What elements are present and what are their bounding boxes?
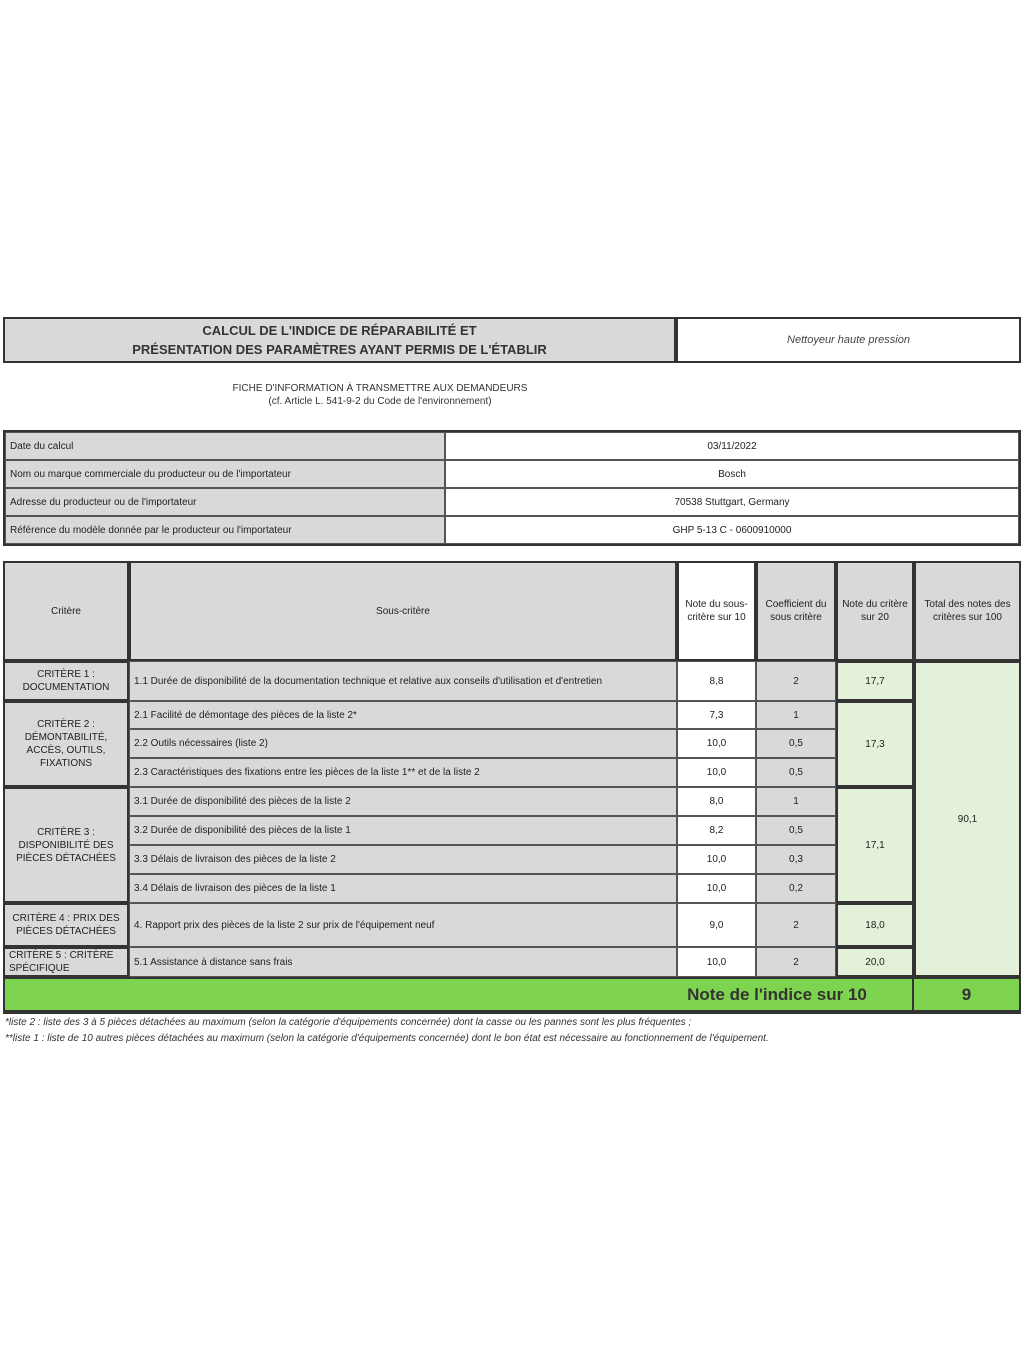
subcriterion-4: 4. Rapport prix des pièces de la liste 2 sur prix de l'équipement neuf	[129, 903, 677, 947]
criterion-1-score: 17,7	[836, 661, 914, 701]
document-title	[3, 317, 676, 363]
criterion-3: CRITÈRE 3 : DISPONIBILITÉ DES PIÈCES DÉTACHÉES	[3, 787, 129, 903]
total-score-100	[914, 661, 1021, 977]
subtitle-line-2: (cf. Article L. 541-9-2 du Code de l'environnement)	[268, 396, 492, 407]
subcriterion-3-1: 3.1 Durée de disponibilité des pièces de la liste 2	[129, 787, 677, 816]
info-value-reference: GHP 5-13 C - 0600910000	[445, 516, 1019, 544]
footnote-list-1: **liste 1 : liste de 10 autres pièces détachées au maximum (selon la catégorie d'équipements concernée) dont le bon état est nécessaire au fonctionnement de l'équipement.	[5, 1033, 769, 1044]
note-4: 9,0	[677, 903, 756, 947]
coef-2-1: 1	[756, 701, 836, 729]
subcriterion-3-3: 3.3 Délais de livraison des pièces de la liste 2	[129, 845, 677, 874]
coef-4: 2	[756, 903, 836, 947]
coef-3-2: 0,5	[756, 816, 836, 845]
note-3-2: 8,2	[677, 816, 756, 845]
note-5-1: 10,0	[677, 947, 756, 977]
subcriterion-2-3: 2.3 Caractéristiques des fixations entre les pièces de la liste 1** et de la liste 2	[129, 758, 677, 787]
subcriterion-1-1: 1.1 Durée de disponibilité de la documentation technique et relative aux conseils d'utilisation et d'entretien	[129, 661, 677, 701]
info-value-brand: Bosch	[445, 460, 1019, 488]
subcriterion-3-4: 3.4 Délais de livraison des pièces de la liste 1	[129, 874, 677, 903]
coef-3-3: 0,3	[756, 845, 836, 874]
criterion-5-score: 20,0	[836, 947, 914, 977]
criterion-1: CRITÈRE 1 : DOCUMENTATION	[3, 661, 129, 701]
note-2-3: 10,0	[677, 758, 756, 787]
header-sous-critere: Sous-critère	[129, 561, 677, 661]
criterion-4-score: 18,0	[836, 903, 914, 947]
product-type: Nettoyeur haute pression	[676, 317, 1021, 363]
criterion-3-score: 17,1	[836, 787, 914, 903]
note-2-1: 7,3	[677, 701, 756, 729]
note-3-1: 8,0	[677, 787, 756, 816]
info-label-address: Adresse du producteur ou de l'importateur	[5, 488, 445, 516]
subtitle-line-1: FICHE D'INFORMATION À TRANSMETTRE AUX DEMANDEURS	[232, 383, 528, 394]
coef-2-2: 0,5	[756, 729, 836, 758]
subcriterion-3-2: 3.2 Durée de disponibilité des pièces de la liste 1	[129, 816, 677, 845]
header-note-sous-critere: Note du sous-critère sur 10	[677, 561, 756, 661]
subcriterion-5-1: 5.1 Assistance à distance sans frais	[129, 947, 677, 977]
footnote-list-2: *liste 2 : liste des 3 à 5 pièces détachées au maximum (selon la catégorie d'équipements concernée) dont la casse ou les pannes sont les plus fréquentes ;	[5, 1017, 692, 1028]
criterion-2-score: 17,3	[836, 701, 914, 787]
criterion-2: CRITÈRE 2 : DÉMONTABILITÉ, ACCÈS, OUTILS, FIXATIONS	[3, 701, 129, 787]
title-line-2: PRÉSENTATION DES PARAMÈTRES AYANT PERMIS DE L'ÉTABLIR	[132, 342, 547, 357]
header-critere: Critère	[3, 561, 129, 661]
note-3-3: 10,0	[677, 845, 756, 874]
subcriterion-2-1: 2.1 Facilité de démontage des pièces de la liste 2*	[129, 701, 677, 729]
note-2-2: 10,0	[677, 729, 756, 758]
header-total: Total des notes des critères sur 100	[914, 561, 1021, 661]
coef-5-1: 2	[756, 947, 836, 977]
info-label-brand: Nom ou marque commerciale du producteur ou de l'importateur	[5, 460, 445, 488]
note-1-1: 8,8	[677, 661, 756, 701]
header-note-critere: Note du critère sur 20	[836, 561, 914, 661]
info-value-date: 03/11/2022	[445, 432, 1019, 460]
info-label-reference: Référence du modèle donnée par le producteur ou l'importateur	[5, 516, 445, 544]
coef-3-4: 0,2	[756, 874, 836, 903]
total-score-value: 90,1	[957, 814, 978, 825]
coef-1-1: 2	[756, 661, 836, 701]
final-score-label: Note de l'indice sur 10	[687, 984, 867, 1004]
criterion-5: CRITÈRE 5 : CRITÈRE SPÉCIFIQUE	[3, 947, 129, 977]
final-score-value: 9	[961, 984, 972, 1004]
subcriterion-2-2: 2.2 Outils nécessaires (liste 2)	[129, 729, 677, 758]
header-coefficient: Coefficient du sous critère	[756, 561, 836, 661]
coef-3-1: 1	[756, 787, 836, 816]
criterion-4: CRITÈRE 4 : PRIX DES PIÈCES DÉTACHÉES	[3, 903, 129, 947]
title-line-1: CALCUL DE L'INDICE DE RÉPARABILITÉ ET	[202, 323, 477, 338]
note-3-4: 10,0	[677, 874, 756, 903]
info-value-address: 70538 Stuttgart, Germany	[445, 488, 1019, 516]
coef-2-3: 0,5	[756, 758, 836, 787]
info-label-date: Date du calcul	[5, 432, 445, 460]
document-subtitle	[150, 377, 610, 413]
